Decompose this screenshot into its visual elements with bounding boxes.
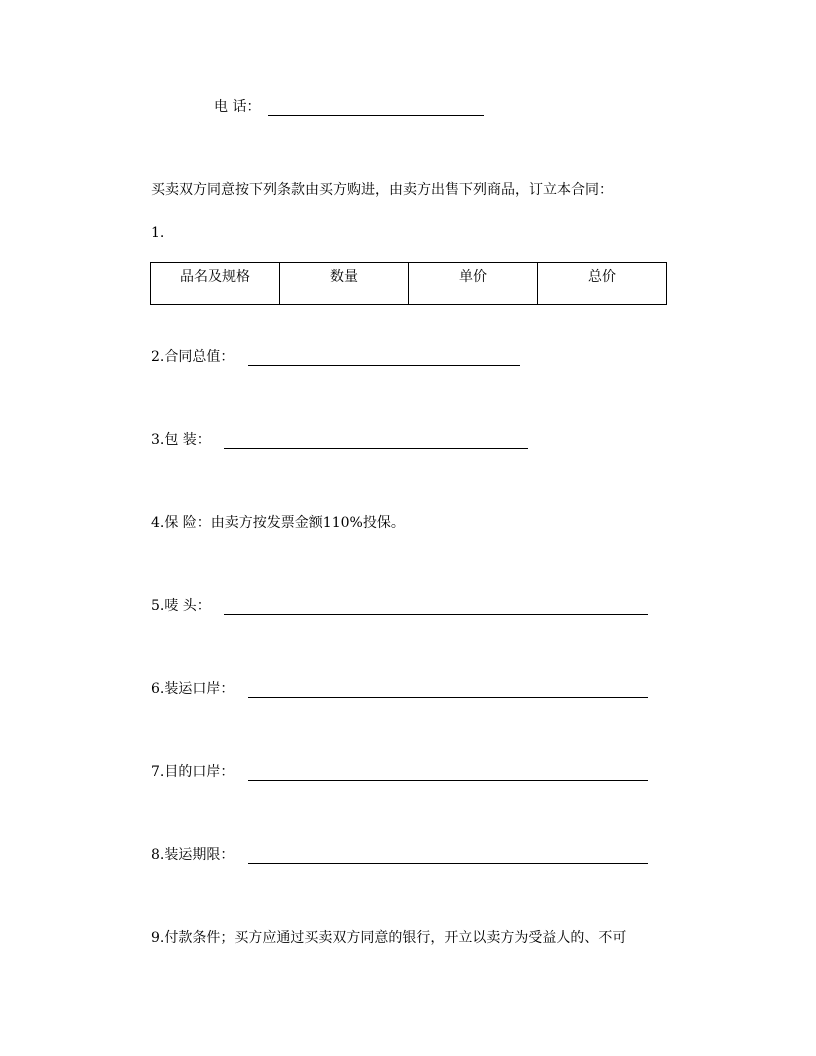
loading-port-blank-field[interactable]: [248, 697, 648, 698]
clause-payment-terms: 9.付款条件；买方应通过买卖双方同意的银行，开立以卖方为受益人的、不可: [151, 930, 627, 946]
clause-destination-port-label: 7.目的口岸：: [151, 764, 235, 780]
item-1-number: 1.: [151, 225, 165, 241]
goods-table: [150, 262, 667, 305]
phone-blank-field[interactable]: [268, 115, 484, 116]
phone-label: 电 话：: [214, 99, 261, 115]
header-product-spec: 品名及规格: [151, 263, 280, 305]
packing-blank-field[interactable]: [224, 448, 528, 449]
marks-blank-field[interactable]: [224, 614, 648, 615]
destination-port-blank-field[interactable]: [248, 780, 648, 781]
clause-packing-label: 3.包 装：: [151, 432, 211, 448]
clause-insurance: 4.保 险：由卖方按发票金额110%投保。: [151, 515, 405, 531]
header-unit-price: 单价: [409, 263, 538, 305]
total-value-blank-field[interactable]: [248, 365, 520, 366]
shipment-deadline-blank-field[interactable]: [248, 863, 648, 864]
header-quantity: 数量: [280, 263, 409, 305]
clause-loading-port-label: 6.装运口岸：: [151, 681, 235, 697]
clause-total-value-label: 2.合同总值：: [151, 349, 235, 365]
clause-shipment-deadline-label: 8.装运期限：: [151, 847, 235, 863]
header-total-price: 总价: [538, 263, 667, 305]
clause-marks-label: 5.唛 头：: [151, 598, 211, 614]
goods-table-header-row: [151, 263, 667, 305]
intro-paragraph: 买卖双方同意按下列条款由买方购进，由卖方出售下列商品，订立本合同：: [151, 182, 613, 198]
